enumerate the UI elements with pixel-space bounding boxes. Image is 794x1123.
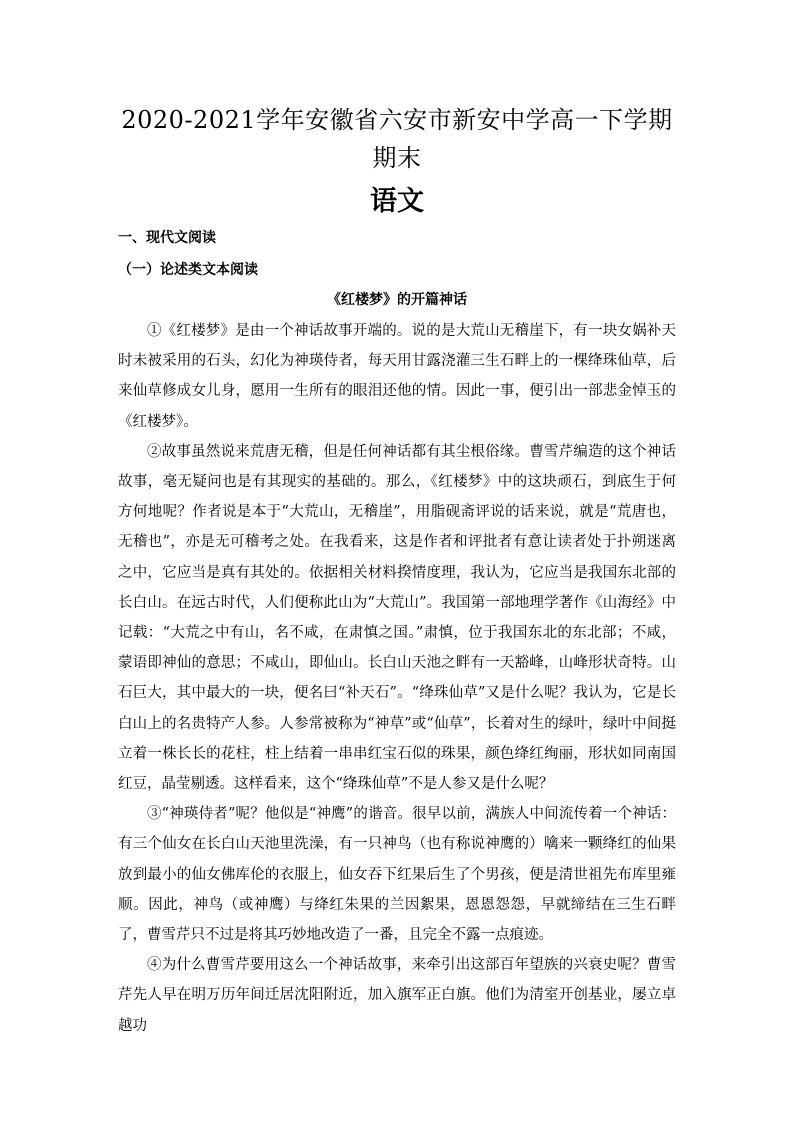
paragraph-1: ①《红楼梦》是由一个神话故事开端的。说的是大荒山无稽崖下，有一块女娲补天时未被采用的石头，幻化为神瑛侍者，每天用甘露浇灌三生石畔上的一棵绛珠仙草，后来仙草修成女儿身，愿用一生所有的眼泪还他的情。因此一事，便引出一部悲金悼玉的《红楼梦》。 — [118, 323, 676, 430]
document-title-line2: 期末 — [372, 144, 422, 172]
document-title-line1: 2020-2021学年安徽省六安市新安中学高一下学期 — [121, 106, 673, 134]
section-heading-modern-reading: 一、现代文阅读 — [118, 230, 216, 246]
paragraph-4: ④为什么曹雪芹要用这么一个神话故事，来牵引出这部百年望族的兴衰史呢？曹雪芹先人早在明万历年间迁居沈阳附近，加入旗军正白旗。他们为清室开创基业，屡立卓越功 — [118, 957, 676, 1034]
article-title: 《红楼梦》的开篇神话 — [327, 292, 467, 308]
subject-title: 语文 — [370, 186, 424, 217]
section-heading-argumentative: （一）论述类文本阅读 — [118, 262, 258, 278]
paragraph-2: ②故事虽然说来荒唐无稽，但是任何神话都有其尘根俗缘。曹雪芹编造的这个神话故事，毫无疑问也是有其现实的基础的。那么，《红楼梦》中的这块顽石，到底生于何方何地呢？作者说是本于“大荒山，无稽崖”，用脂砚斋评说的话来说，就是“荒唐也，无稽也”，亦是无可稽考之处。在我看来，这是作者和评批者有意让读者处于扑朔迷离之中，它应当是真有其处的。依据相关材料揆情度理，我认为，它应当是我国东北部的长白山。在远古时代，人们便称此山为“大荒山”。我国第一部地理学著作《山海经》中记载：“大荒之中有山，名不咸，在肃慎之国。”肃慎，位于我国东北的东北部；不咸，蒙语即神仙的意思；不咸山，即仙山。长白山天池之畔有一天豁峰，山峰形状奇特。山石巨大，其中最大的一块，便名曰“补天石”。“绛珠仙草”又是什么呢？我认为，它是长白山上的名贵特产人参。人参常被称为“神草”或“仙草”，长着对生的绿叶，绿叶中间挺立着一株长长的花柱，柱上结着一串串红宝石似的珠果，颜色绛红绚丽，形状如同南国红豆，晶莹剔透。这样看来，这个“绛珠仙草”不是人参又是什么呢？ — [118, 443, 676, 793]
paragraph-3: ③“神瑛侍者”呢？他似是“神鹰”的谐音。很早以前，满族人中间流传着一个神话：有三个仙女在长白山天池里洗澡，有一只神鸟（也有称说神鹰的）噙来一颗绛红的仙果放到最小的仙女佛库伦的衣服上，仙女吞下红果后生了个男孩，便是清世祖先布库里雍顺。因此，神鸟（或神鹰）与绛红朱果的兰因絮果，恩恩怨怨，早就缔结在三生石畔了，曹雪芹只不过是将其巧妙地改造了一番，且完全不露一点痕迹。 — [118, 806, 676, 944]
article-body — [118, 316, 676, 1041]
